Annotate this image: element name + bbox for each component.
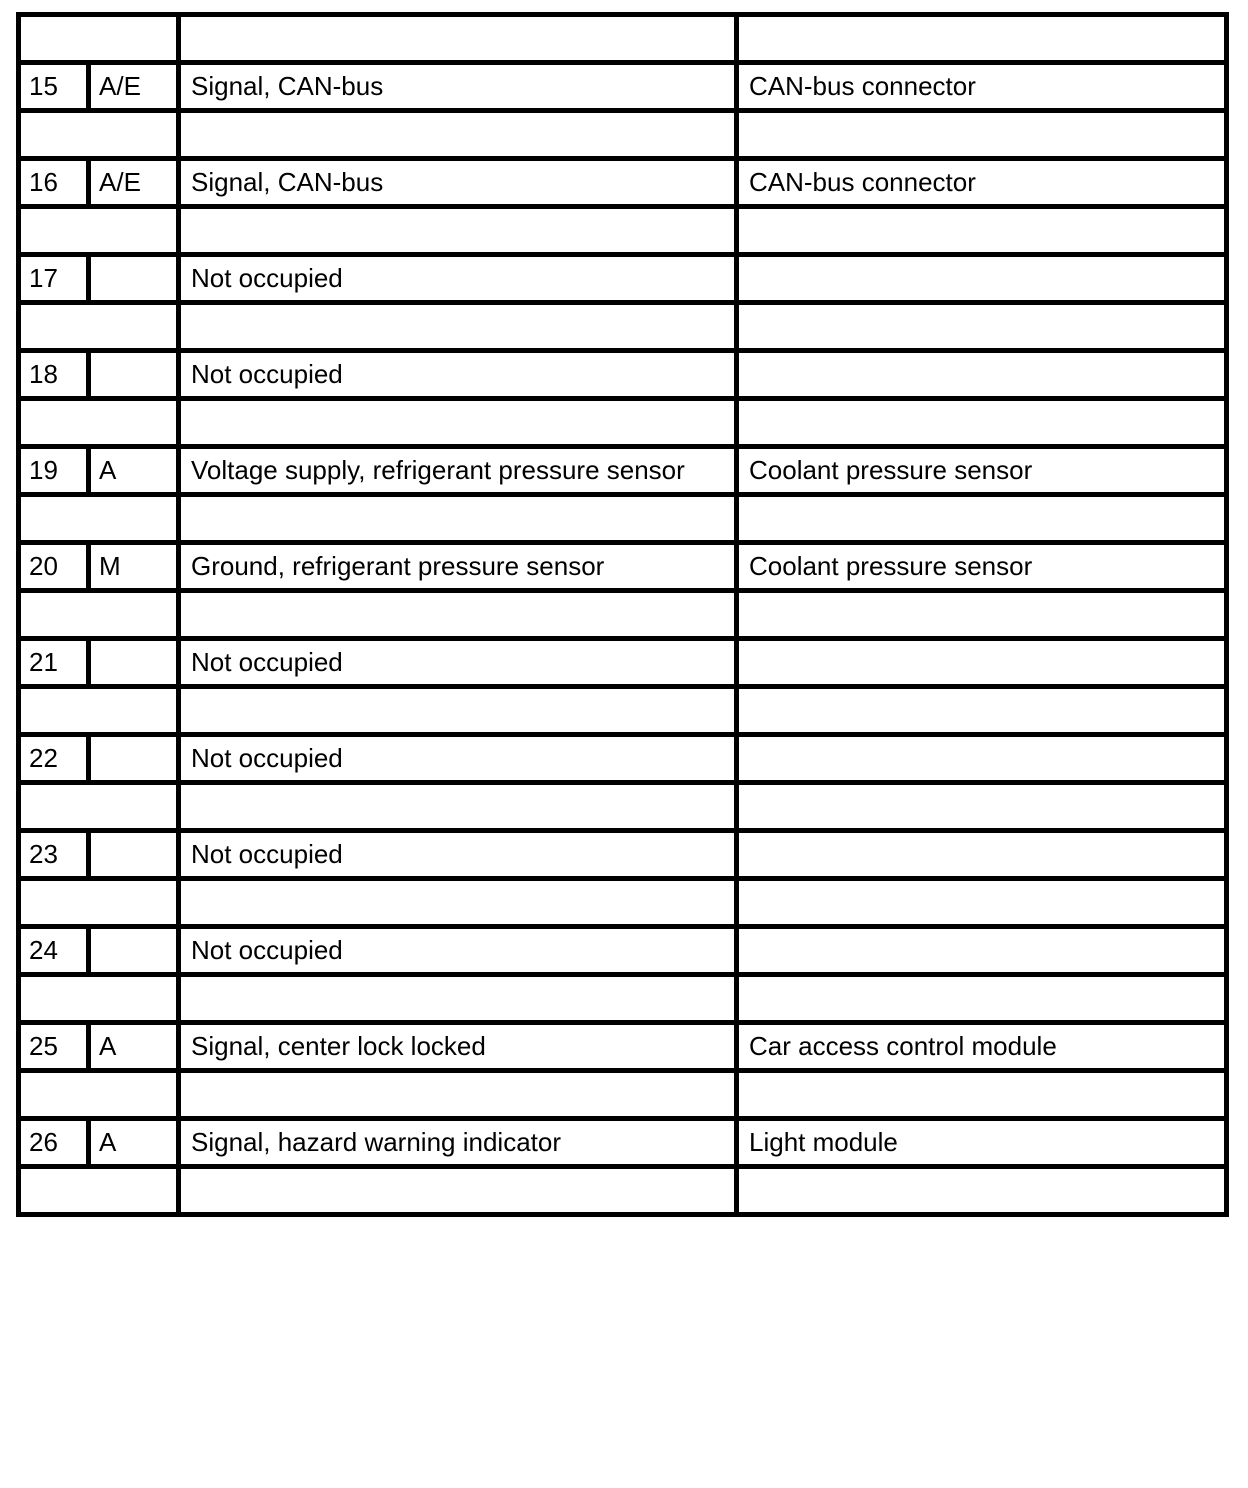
table-row [19,255,1227,303]
signal-code [89,735,179,783]
table-row [19,927,1227,975]
pin-number: 15 [19,63,89,111]
spacer-cell [179,1071,737,1119]
signal-code: A [89,447,179,495]
signal-code: M [89,543,179,591]
spacer-cell [179,879,737,927]
spacer-row [19,111,1227,159]
pin-number: 23 [19,831,89,879]
table-row [19,1119,1227,1167]
signal-description: Not occupied [179,639,737,687]
pin-number: 21 [19,639,89,687]
spacer-cell [179,1167,737,1215]
pin-number: 22 [19,735,89,783]
table-row [19,639,1227,687]
spacer-cell [19,783,179,831]
spacer-cell [737,975,1227,1023]
spacer-cell [19,111,179,159]
signal-code [89,351,179,399]
spacer-cell [179,591,737,639]
signal-description: Not occupied [179,255,737,303]
signal-description: Signal, hazard warning indicator [179,1119,737,1167]
pin-number: 17 [19,255,89,303]
connected-component: Car access control module [737,1023,1227,1071]
spacer-cell [737,1167,1227,1215]
spacer-cell [19,591,179,639]
spacer-row [19,1071,1227,1119]
spacer-cell [179,303,737,351]
signal-code: A/E [89,159,179,207]
spacer-cell [19,399,179,447]
signal-code [89,639,179,687]
table-row [19,1023,1227,1071]
spacer-cell [737,1071,1227,1119]
signal-description: Signal, CAN-bus [179,159,737,207]
table-row [19,63,1227,111]
spacer-cell [19,975,179,1023]
signal-code: A [89,1023,179,1071]
pin-number: 18 [19,351,89,399]
spacer-cell [19,1071,179,1119]
connected-component [737,639,1227,687]
table-row [19,831,1227,879]
spacer-cell [19,687,179,735]
pin-number: 19 [19,447,89,495]
signal-description: Not occupied [179,351,737,399]
signal-code [89,927,179,975]
signal-description: Not occupied [179,831,737,879]
spacer-row [19,1167,1227,1215]
connected-component [737,735,1227,783]
pin-number: 16 [19,159,89,207]
spacer-cell [19,495,179,543]
spacer-cell [179,975,737,1023]
connected-component: Light module [737,1119,1227,1167]
spacer-row [19,591,1227,639]
connected-component: Coolant pressure sensor [737,543,1227,591]
spacer-cell [737,15,1227,63]
spacer-row [19,975,1227,1023]
spacer-row [19,879,1227,927]
connected-component: CAN-bus connector [737,63,1227,111]
pin-number: 26 [19,1119,89,1167]
spacer-row [19,783,1227,831]
table-row [19,543,1227,591]
connected-component [737,255,1227,303]
spacer-row [19,15,1227,63]
spacer-row [19,303,1227,351]
spacer-row [19,399,1227,447]
pin-number: 25 [19,1023,89,1071]
connected-component [737,927,1227,975]
spacer-cell [19,207,179,255]
signal-description: Ground, refrigerant pressure sensor [179,543,737,591]
spacer-row [19,207,1227,255]
table-row [19,159,1227,207]
connected-component: CAN-bus connector [737,159,1227,207]
signal-code: A [89,1119,179,1167]
connected-component [737,351,1227,399]
table-row [19,351,1227,399]
signal-description: Not occupied [179,735,737,783]
spacer-cell [19,879,179,927]
spacer-cell [179,399,737,447]
spacer-cell [737,111,1227,159]
spacer-cell [737,591,1227,639]
spacer-cell [19,303,179,351]
pin-assignment-table [16,12,1229,1217]
spacer-cell [737,303,1227,351]
spacer-cell [179,111,737,159]
signal-code [89,255,179,303]
connected-component [737,831,1227,879]
spacer-cell [179,687,737,735]
signal-description: Signal, center lock locked [179,1023,737,1071]
signal-code [89,831,179,879]
spacer-cell [19,1167,179,1215]
signal-description: Not occupied [179,927,737,975]
spacer-cell [737,687,1227,735]
signal-description: Signal, CAN-bus [179,63,737,111]
spacer-cell [179,783,737,831]
spacer-cell [737,879,1227,927]
signal-code: A/E [89,63,179,111]
spacer-cell [737,207,1227,255]
spacer-cell [179,15,737,63]
spacer-cell [737,495,1227,543]
spacer-cell [179,207,737,255]
spacer-cell [737,783,1227,831]
spacer-row [19,687,1227,735]
spacer-cell [737,399,1227,447]
table-row [19,447,1227,495]
spacer-cell [179,495,737,543]
table-row [19,735,1227,783]
spacer-row [19,495,1227,543]
pin-number: 20 [19,543,89,591]
signal-description: Voltage supply, refrigerant pressure sensor [179,447,737,495]
pin-number: 24 [19,927,89,975]
connected-component: Coolant pressure sensor [737,447,1227,495]
spacer-cell [19,15,179,63]
